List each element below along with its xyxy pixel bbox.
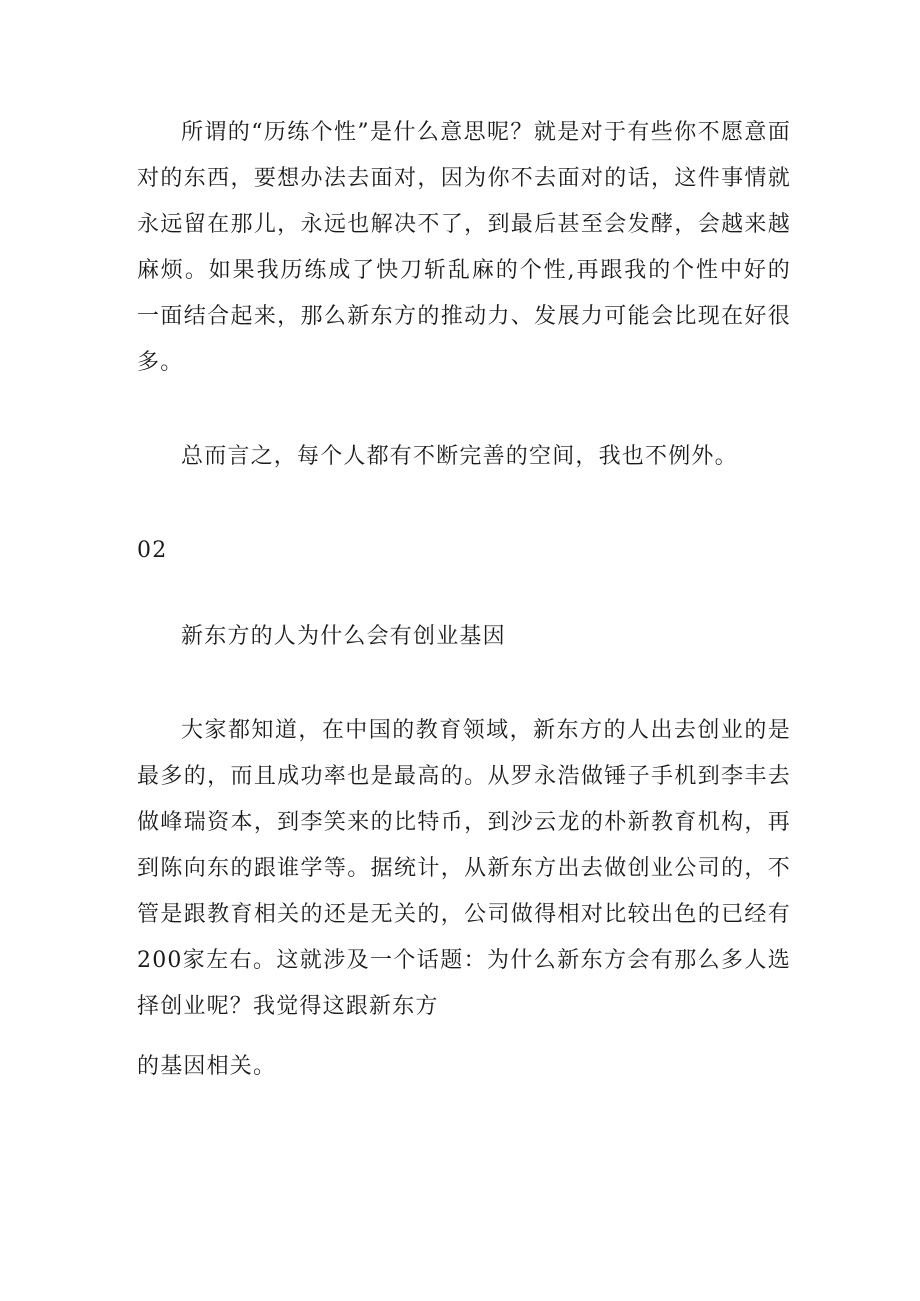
spacer xyxy=(137,386,791,434)
paragraph-gene: 的基因相关。 xyxy=(137,1054,277,1079)
paragraph-personality: 所谓的“历练个性”是什么意思呢？就是对于有些你不愿意面对的东西，要想办法去面对，因为你不去面对的话，这件事情就永远留在那儿，永远也解决不了，到最后甚至会发酵，会越来越麻烦。如果我历练成了快刀斩乱麻的个性,再跟我的个性中好的一面结合起来，那么新东方的推动力、发展力可能会比现在好很多。 xyxy=(137,120,791,375)
spacer xyxy=(137,480,791,528)
document-page xyxy=(137,110,791,1090)
spacer xyxy=(137,574,791,614)
paragraph-entrepreneurship: 大家都知道，在中国的教育领域，新东方的人出去创业的是最多的，而且成功率也是最高的。从罗永浩做锤子手机到李丰去做峰瑞资本，到李笑来的比特币，到沙云龙的朴新教育机构，再到陈向东的跟谁学等。据统计，从新东方出去做创业公司的，不管是跟教育相关的还是无关的，公司做得相对比较出色的已经有200家左右。这就涉及一个话题：为什么新东方会有那么多人选择创业呢？我觉得这跟新东方 xyxy=(137,718,791,1019)
section-number: 02 xyxy=(137,538,168,563)
spacer xyxy=(137,660,791,708)
spacer xyxy=(137,1030,791,1044)
paragraph-conclusion: 总而言之，每个人都有不断完善的空间，我也不例外。 xyxy=(181,444,738,469)
section-title: 新东方的人为什么会有创业基因 xyxy=(181,624,506,649)
